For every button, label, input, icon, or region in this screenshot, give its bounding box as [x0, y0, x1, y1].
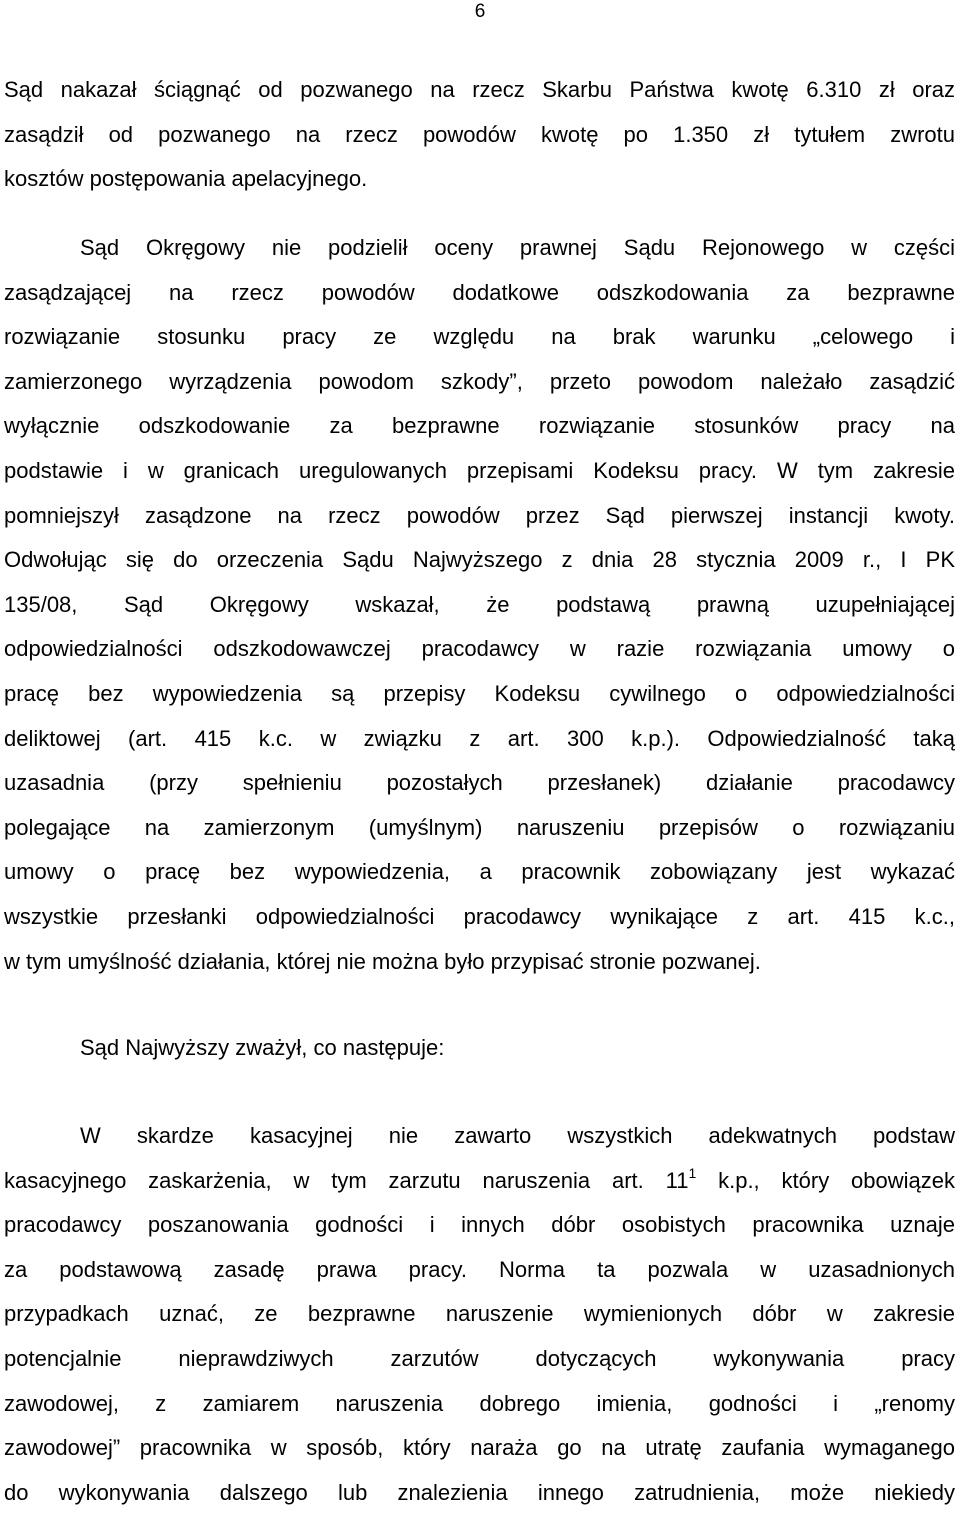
text-line: zawodowej” pracownika w sposób, który naraża go na utratę zaufania wymaganego	[4, 1435, 955, 1461]
text-line: podstawie i w granicach uregulowanych przepisami Kodeksu pracy. W tym zakresie	[4, 457, 955, 483]
text-segment: k.p., który obowiązek	[696, 1167, 955, 1193]
text-line: zasądził od pozwanego na rzecz powodów kwotę po 1.350 zł tytułem zwrotu	[4, 121, 955, 147]
text-line: umowy o pracę bez wypowiedzenia, a pracownik zobowiązany jest wykazać	[4, 859, 955, 885]
text-line: Sąd Okręgowy nie podzielił oceny prawnej Sądu Rejonowego w części	[80, 235, 955, 260]
text-line: zasądzającej na rzecz powodów dodatkowe odszkodowania za bezprawne	[4, 279, 955, 305]
text-line: W skardze kasacyjnej nie zawarto wszystkich adekwatnych podstaw	[80, 1123, 955, 1148]
text-line: kosztów postępowania apelacyjnego.	[4, 166, 368, 192]
text-line: za podstawową zasadę prawa pracy. Norma ta pozwala w uzasadnionych	[4, 1256, 955, 1282]
text-line: pracę bez wypowiedzenia są przepisy Kodeksu cywilnego o odpowiedzialności	[4, 680, 955, 706]
text-line: Odwołując się do orzeczenia Sądu Najwyższego z dnia 28 stycznia 2009 r., I PK	[4, 547, 955, 573]
paragraph-cassation-complaint	[4, 1114, 955, 1515]
text-line: pomniejszył zasądzone na rzecz powodów przez Sąd pierwszej instancji kwoty.	[4, 502, 955, 528]
page-number: 6	[474, 1, 486, 22]
text-line: w tym umyślność działania, której nie można było przypisać stronie pozwanej.	[4, 948, 761, 974]
text-line: przypadkach uznać, ze bezprawne naruszenie wymienionych dóbr w zakresie	[4, 1301, 955, 1327]
paragraph-costs-ruling	[4, 68, 955, 202]
text-line: wszystkie przesłanki odpowiedzialności pracodawcy wynikające z art. 415 k.c.,	[4, 903, 955, 929]
text-line: odpowiedzialności odszkodowawczej pracodawcy w razie rozwiązania umowy o	[4, 636, 955, 662]
text-line: Sąd Najwyższy zważył, co następuje:	[80, 1035, 445, 1060]
paragraph-district-court-reasoning	[4, 226, 955, 984]
text-line: rozwiązanie stosunku pracy ze względu na brak warunku „celowego i	[4, 324, 955, 350]
superscript: 1	[688, 1164, 697, 1181]
text-line: uzasadnia (przy spełnieniu pozostałych przesłanek) działanie pracodawcy	[4, 770, 955, 796]
text-line: Sąd nakazał ściągnąć od pozwanego na rzecz Skarbu Państwa kwotę 6.310 zł oraz	[4, 77, 955, 102]
text-line: deliktowej (art. 415 k.c. w związku z art. 300 k.p.). Odpowiedzialność taką	[4, 725, 955, 751]
text-line: pracodawcy poszanowania godności i innych dóbr osobistych pracownika uznaje	[4, 1212, 955, 1238]
section-heading-supreme-court	[4, 1026, 955, 1071]
text-line: 135/08, Sąd Okręgowy wskazał, że podstawą prawną uzupełniającej	[4, 591, 955, 617]
text-line: do wykonywania dalszego lub znalezienia innego zatrudnienia, może niekiedy	[4, 1479, 955, 1505]
text-line: polegające na zamierzonym (umyślnym) naruszeniu przepisów o rozwiązaniu	[4, 814, 955, 840]
text-segment: kasacyjnego zaskarżenia, w tym zarzutu naruszenia art. 11	[4, 1167, 689, 1193]
text-line: zamierzonego wyrządzenia powodom szkody”, przeto powodom należało zasądzić	[4, 368, 955, 394]
text-line: wyłącznie odszkodowanie za bezprawne rozwiązanie stosunków pracy na	[4, 413, 955, 439]
text-line: potencjalnie nieprawdziwych zarzutów dotyczących wykonywania pracy	[4, 1345, 955, 1371]
text-line	[4, 1159, 955, 1204]
text-line: zawodowej, z zamiarem naruszenia dobrego imienia, godności i „renomy	[4, 1390, 955, 1416]
